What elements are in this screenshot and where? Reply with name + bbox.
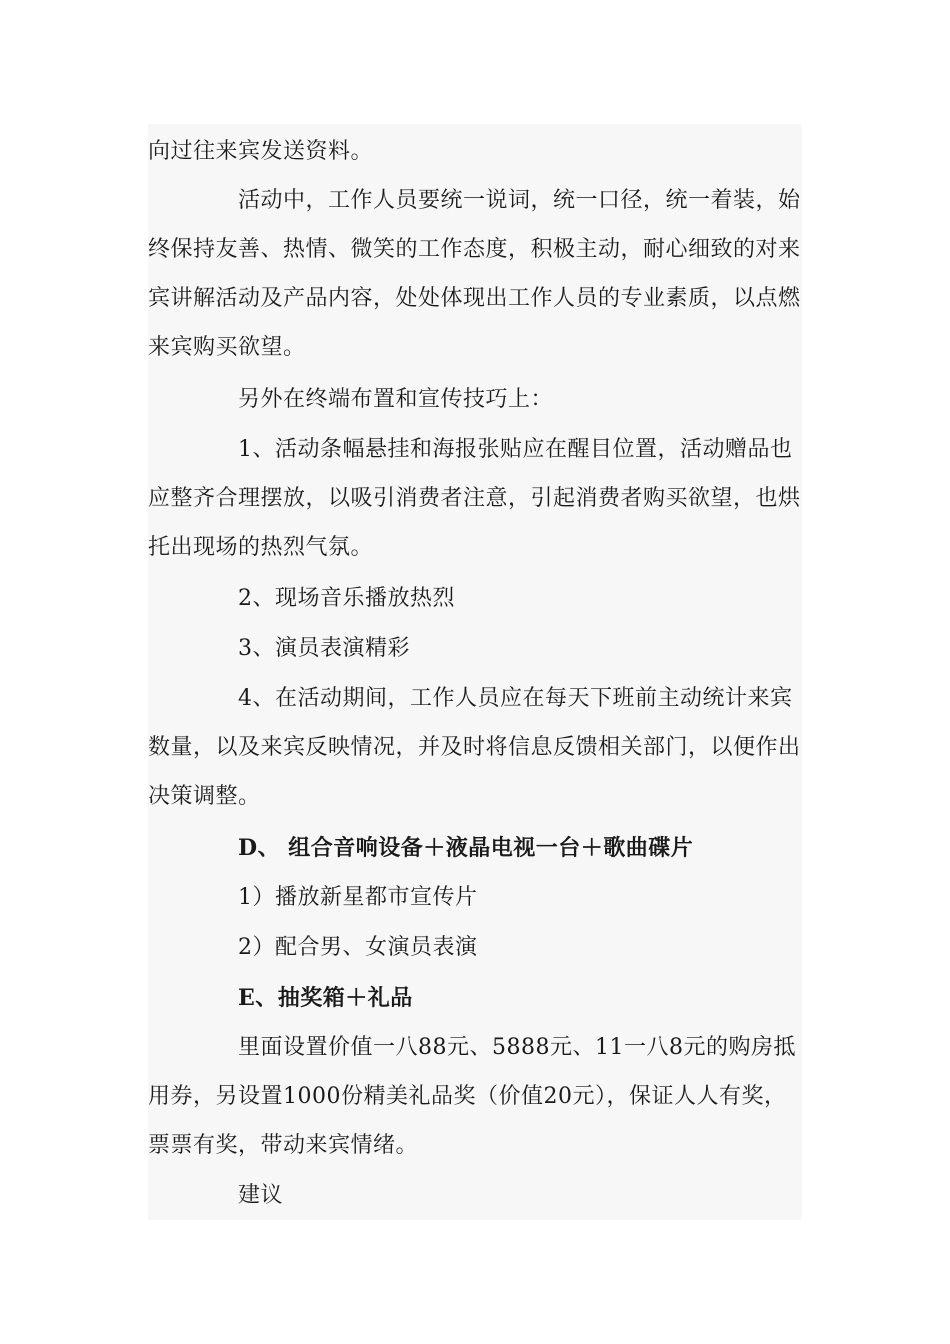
text-line: 活动中，工作人员要统一说词，统一口径，统一着装，始 xyxy=(238,188,801,213)
text-line: 建议 xyxy=(238,1183,284,1208)
document-body xyxy=(148,124,802,1220)
text-line: 宾讲解活动及产品内容，处处体现出工作人员的专业素质，以点燃 xyxy=(148,286,801,311)
text-line: 向过往来宾发送资料。 xyxy=(148,139,374,164)
text-line: 2）配合男、女演员表演 xyxy=(238,935,478,960)
text-line: 1）播放新星都市宣传片 xyxy=(238,885,478,910)
text-line: 票票有奖，带动来宾情绪。 xyxy=(148,1133,419,1158)
text-line: 终保持友善、热情、微笑的工作态度，积极主动，耐心细致的对来 xyxy=(148,237,801,262)
text-line: 1、活动条幅悬挂和海报张贴应在醒目位置，活动赠品也 xyxy=(238,437,793,462)
text-line: 3、演员表演精彩 xyxy=(238,636,410,661)
text-line: 来宾购买欲望。 xyxy=(148,335,306,360)
section-heading-d: D、 组合音响设备＋液晶电视一台＋歌曲碟片 xyxy=(238,835,694,861)
text-line: 托出现场的热烈气氛。 xyxy=(148,535,374,560)
text-line: 用券，另设置1000份精美礼品奖（价值20元），保证人人有奖， xyxy=(148,1084,787,1109)
text-line: 4、在活动期间，工作人员应在每天下班前主动统计来宾 xyxy=(238,686,793,711)
text-line: 决策调整。 xyxy=(148,784,261,809)
section-heading-e: E、抽奖箱＋礼品 xyxy=(238,985,413,1011)
text-line: 里面设置价值一八88元、5888元、11一八8元的购房抵 xyxy=(238,1035,796,1060)
text-line: 应整齐合理摆放，以吸引消费者注意，引起消费者购买欲望，也烘 xyxy=(148,486,801,511)
text-line: 数量，以及来宾反映情况，并及时将信息反馈相关部门，以便作出 xyxy=(148,735,801,760)
text-line: 2、现场音乐播放热烈 xyxy=(238,586,455,611)
text-line: 另外在终端布置和宣传技巧上： xyxy=(238,387,554,412)
